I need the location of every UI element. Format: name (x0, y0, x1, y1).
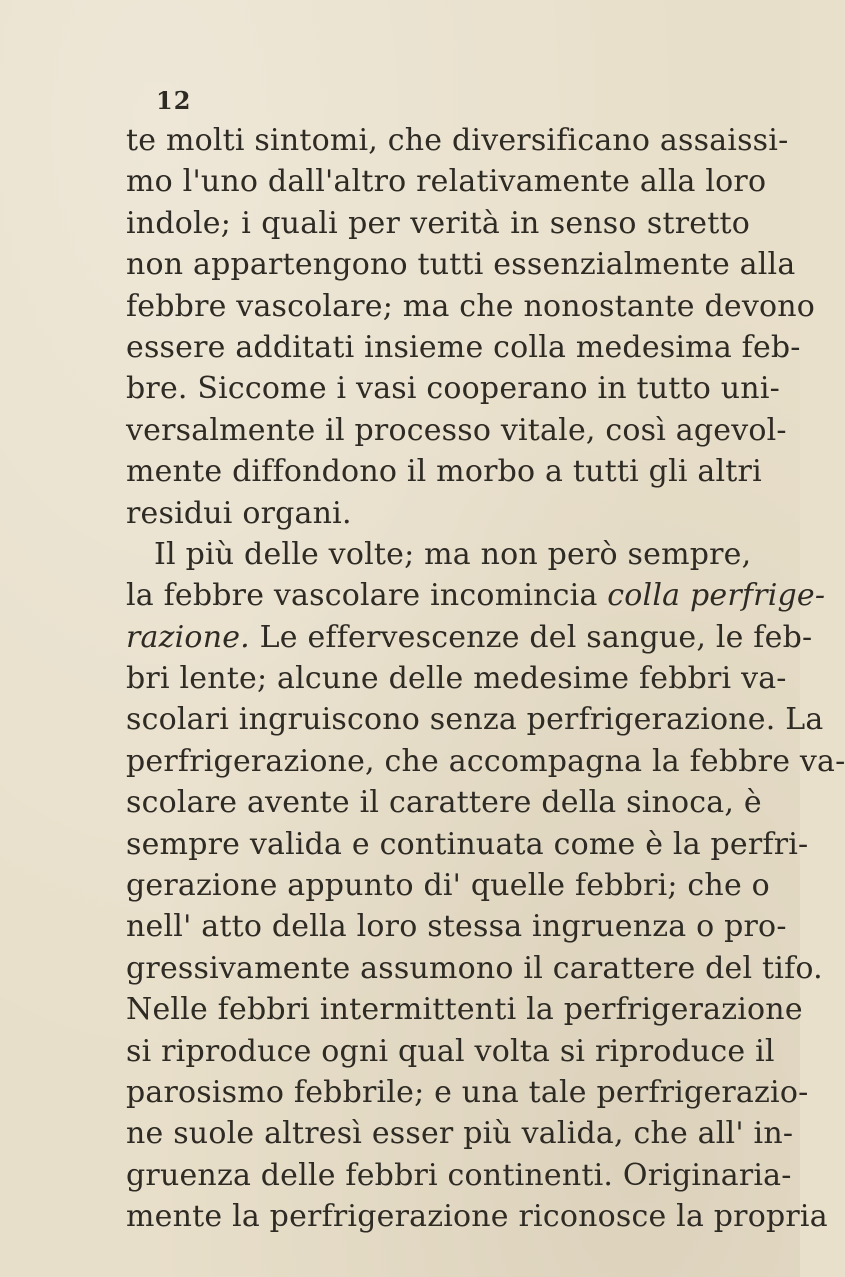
text-line: Nelle febbri intermittenti la perfrigerazione (126, 992, 803, 1028)
text-line: gerazione appunto di' quelle febbri; che o (126, 868, 770, 904)
text-line: perfrigerazione, che accompagna la febbre va- (126, 743, 845, 779)
text-line: te molti sintomi, che diversificano assaissi- (126, 123, 789, 158)
text-line: scolare avente il carattere della sinoca, è (126, 785, 762, 821)
text-line: non appartengono tutti essenzialmente alla (126, 247, 796, 283)
text-line: mente diffondono il morbo a tutti gli altri (126, 454, 762, 490)
text-line: la febbre vascolare incomincia colla perfrige- (126, 578, 826, 614)
text-line: mente la perfrigerazione riconosce la propria (126, 1199, 828, 1235)
text-line: razione. Le effervescenze del sangue, le feb- (126, 619, 813, 655)
body-text (126, 120, 845, 1238)
page-number: 12 (156, 86, 192, 115)
text-line: essere additati insieme colla medesima feb- (126, 329, 801, 365)
text-line: bri lente; alcune delle medesime febbri va- (126, 661, 787, 697)
text-line: gruenza delle febbri continenti. Originaria- (126, 1157, 792, 1193)
text-line: mo l'uno dall'altro relativamente alla loro (126, 164, 767, 200)
text-line: versalmente il processo vitale, così agevol- (126, 412, 787, 448)
text-line: bre. Siccome i vasi cooperano in tutto uni- (126, 371, 780, 407)
text-line: ne suole altresì esser più valida, che all' in- (126, 1116, 794, 1152)
text-line: si riproduce ogni qual volta si riproduce il (126, 1033, 775, 1069)
text-line: nell' atto della loro stessa ingruenza o pro- (126, 909, 787, 945)
text-line: indole; i quali per verità in senso stretto (126, 205, 750, 241)
text-line: scolari ingruiscono senza perfrigerazione. La (126, 702, 824, 738)
text-line: gressivamente assumono il carattere del tifo. (126, 950, 823, 986)
text-line: febbre vascolare; ma che nonostante devono (126, 288, 816, 324)
text-line: residui organi. (126, 495, 352, 531)
text-line: parosismo febbrile; e una tale perfrigerazio- (126, 1074, 809, 1110)
text-line: Il più delle volte; ma non però sempre, (154, 536, 752, 572)
text-line: sempre valida e continuata come è la perfri- (126, 826, 809, 862)
